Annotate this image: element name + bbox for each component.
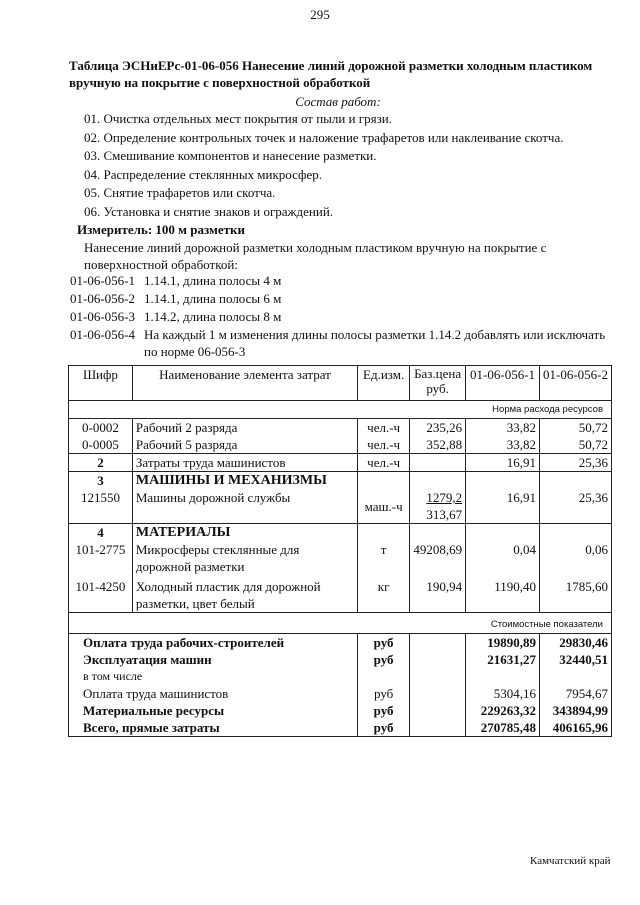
cost-name: Эксплуатация машин <box>69 651 358 668</box>
cell-unit: т <box>358 541 410 575</box>
variant-code: 01-06-056-2 <box>70 291 135 306</box>
cell-name: Машины дорожной службы <box>132 489 357 524</box>
cell-name: Микросферы стеклянные для дорожной разметки <box>132 541 357 575</box>
table-row <box>69 489 612 524</box>
variant-item <box>70 308 609 326</box>
cost-unit: руб <box>358 634 410 652</box>
cell-price: 352,88 <box>410 436 466 454</box>
cell-unit: маш.-ч <box>358 489 410 524</box>
cell-name: МАТЕРИАЛЫ <box>132 524 357 542</box>
cost-v2: 32440,51 <box>540 651 612 668</box>
cell-v2: 50,72 <box>540 436 612 454</box>
variant-desc: 1.14.2, длина полосы 8 м <box>144 309 282 324</box>
resources-table <box>68 365 612 737</box>
variant-desc: На каждый 1 м изменения длины полосы разметки 1.14.2 добавлять или исключать по норме 06-056-3 <box>144 327 606 359</box>
header-variant-1: 01-06-056-1 <box>466 366 540 401</box>
section-row <box>69 401 612 419</box>
cell-name: Затраты труда машинистов <box>132 454 357 472</box>
variants-list <box>70 272 609 360</box>
page-number: 295 <box>310 7 330 22</box>
header-price: Баз.цена руб. <box>410 366 466 401</box>
table-header-row <box>69 366 612 401</box>
header-code: Шифр <box>69 366 133 401</box>
table-row <box>69 454 612 472</box>
work-item: 02. Определение контрольных точек и наложение трафаретов или наклеивание скотча. <box>84 129 564 145</box>
cost-v1: 19890,89 <box>466 634 540 652</box>
cost-unit: руб <box>358 651 410 668</box>
cost-v2: 29830,46 <box>540 634 612 652</box>
cell-v1: 16,91 <box>466 454 540 472</box>
cell-price: 190,94 <box>410 575 466 613</box>
cell-code: 4 <box>69 524 133 542</box>
group-row-machines <box>69 472 612 490</box>
work-item: 04. Распределение стеклянных микросфер. <box>84 166 322 182</box>
price-numerator: 1279,2 <box>426 490 463 505</box>
variant-item <box>70 326 609 360</box>
cell-code: 0-0002 <box>69 419 133 437</box>
cost-row <box>69 668 612 685</box>
variant-item <box>70 272 609 290</box>
cell-unit: чел.-ч <box>358 436 410 454</box>
variant-code: 01-06-056-3 <box>70 309 135 324</box>
cell-name: Рабочий 2 разряда <box>132 419 357 437</box>
cell-v1: 16,91 <box>466 489 540 524</box>
cost-unit: руб <box>358 685 410 702</box>
cost-name: Оплата труда рабочих-строителей <box>69 634 358 652</box>
cell-name: МАШИНЫ И МЕХАНИЗМЫ <box>132 472 357 490</box>
variant-code: 01-06-056-4 <box>70 327 135 342</box>
cell-v2: 25,36 <box>540 489 612 524</box>
cell-code: 2 <box>69 454 133 472</box>
cost-unit <box>358 668 410 685</box>
works-heading: Состав работ: <box>295 94 381 109</box>
table-row <box>69 575 612 613</box>
cell-name: Рабочий 5 разряда <box>132 436 357 454</box>
works-list <box>84 110 563 221</box>
cost-v1: 21631,27 <box>466 651 540 668</box>
cell-price: 49208,69 <box>410 541 466 575</box>
cell-v2: 0,06 <box>540 541 612 575</box>
cell-code: 3 <box>69 472 133 490</box>
cell-unit: чел.-ч <box>358 454 410 472</box>
group-row-materials <box>69 524 612 542</box>
cell-unit: чел.-ч <box>358 419 410 437</box>
meter-label: Измеритель: 100 м разметки <box>77 222 246 237</box>
cost-unit: руб <box>358 702 410 719</box>
cell-code: 101-4250 <box>69 575 133 613</box>
section-costs-label: Стоимостные показатели <box>69 613 612 634</box>
cell-name: Холодный пластик для дорожной разметки, цвет белый <box>132 575 357 613</box>
cell-code: 101-2775 <box>69 541 133 575</box>
cell-v2: 50,72 <box>540 419 612 437</box>
cell-price <box>410 489 466 524</box>
cell-v1: 1190,40 <box>466 575 540 613</box>
cost-row <box>69 685 612 702</box>
cell-unit: кг <box>358 575 410 613</box>
cost-v2: 343894,99 <box>540 702 612 719</box>
cost-v2: 406165,96 <box>540 719 612 737</box>
cost-row <box>69 634 612 652</box>
table-row <box>69 419 612 437</box>
cost-v2: 7954,67 <box>540 685 612 702</box>
price-denominator: 313,67 <box>426 507 463 522</box>
variant-desc: 1.14.1, длина полосы 4 м <box>144 273 282 288</box>
cost-unit: руб <box>358 719 410 737</box>
cell-code: 121550 <box>69 489 133 524</box>
header-name: Наименование элемента затрат <box>132 366 357 401</box>
cost-row <box>69 651 612 668</box>
cell-v2: 25,36 <box>540 454 612 472</box>
cost-name: Всего, прямые затраты <box>69 719 358 737</box>
footer-region: Камчатский край <box>530 855 611 867</box>
cell-code: 0-0005 <box>69 436 133 454</box>
cost-v2 <box>540 668 612 685</box>
cell-price: 235,26 <box>410 419 466 437</box>
section-resources-label: Норма расхода ресурсов <box>69 401 612 419</box>
cell-v1: 33,82 <box>466 419 540 437</box>
header-variant-2: 01-06-056-2 <box>540 366 612 401</box>
cost-v1: 229263,32 <box>466 702 540 719</box>
cost-v1: 270785,48 <box>466 719 540 737</box>
intro-text: Нанесение линий дорожной разметки холодным пластиком вручную на покрытие с поверхностной обработкой: <box>84 240 547 272</box>
cost-row-total <box>69 719 612 737</box>
work-item: 01. Очистка отдельных мест покрытия от пыли и грязи. <box>84 111 392 126</box>
work-item: 05. Снятие трафаретов или скотча. <box>84 185 276 200</box>
cell-price <box>410 454 466 472</box>
table-title: Таблица ЭСНиЕРс-01-06-056 Нанесение линий дорожной разметки холодным пластиком вручную на покрытие с поверхностной обработкой <box>69 58 593 90</box>
cell-v1: 0,04 <box>466 541 540 575</box>
cost-name: Оплата труда машинистов <box>69 685 358 702</box>
variant-desc: 1.14.1, длина полосы 6 м <box>144 291 282 306</box>
work-item: 06. Установка и снятие знаков и ограждений. <box>84 203 334 219</box>
cost-name: в том числе <box>69 668 358 685</box>
cost-v1: 5304,16 <box>466 685 540 702</box>
table-row <box>69 541 612 575</box>
cell-v1: 33,82 <box>466 436 540 454</box>
variant-item <box>70 290 609 308</box>
cost-row <box>69 702 612 719</box>
section-row <box>69 613 612 634</box>
variant-code: 01-06-056-1 <box>70 273 135 288</box>
header-unit: Ед.изм. <box>358 366 410 401</box>
cell-v2: 1785,60 <box>540 575 612 613</box>
cost-name: Материальные ресурсы <box>69 702 358 719</box>
cost-v1 <box>466 668 540 685</box>
table-row <box>69 436 612 454</box>
work-item: 03. Смешивание компонентов и нанесение разметки. <box>84 148 377 163</box>
